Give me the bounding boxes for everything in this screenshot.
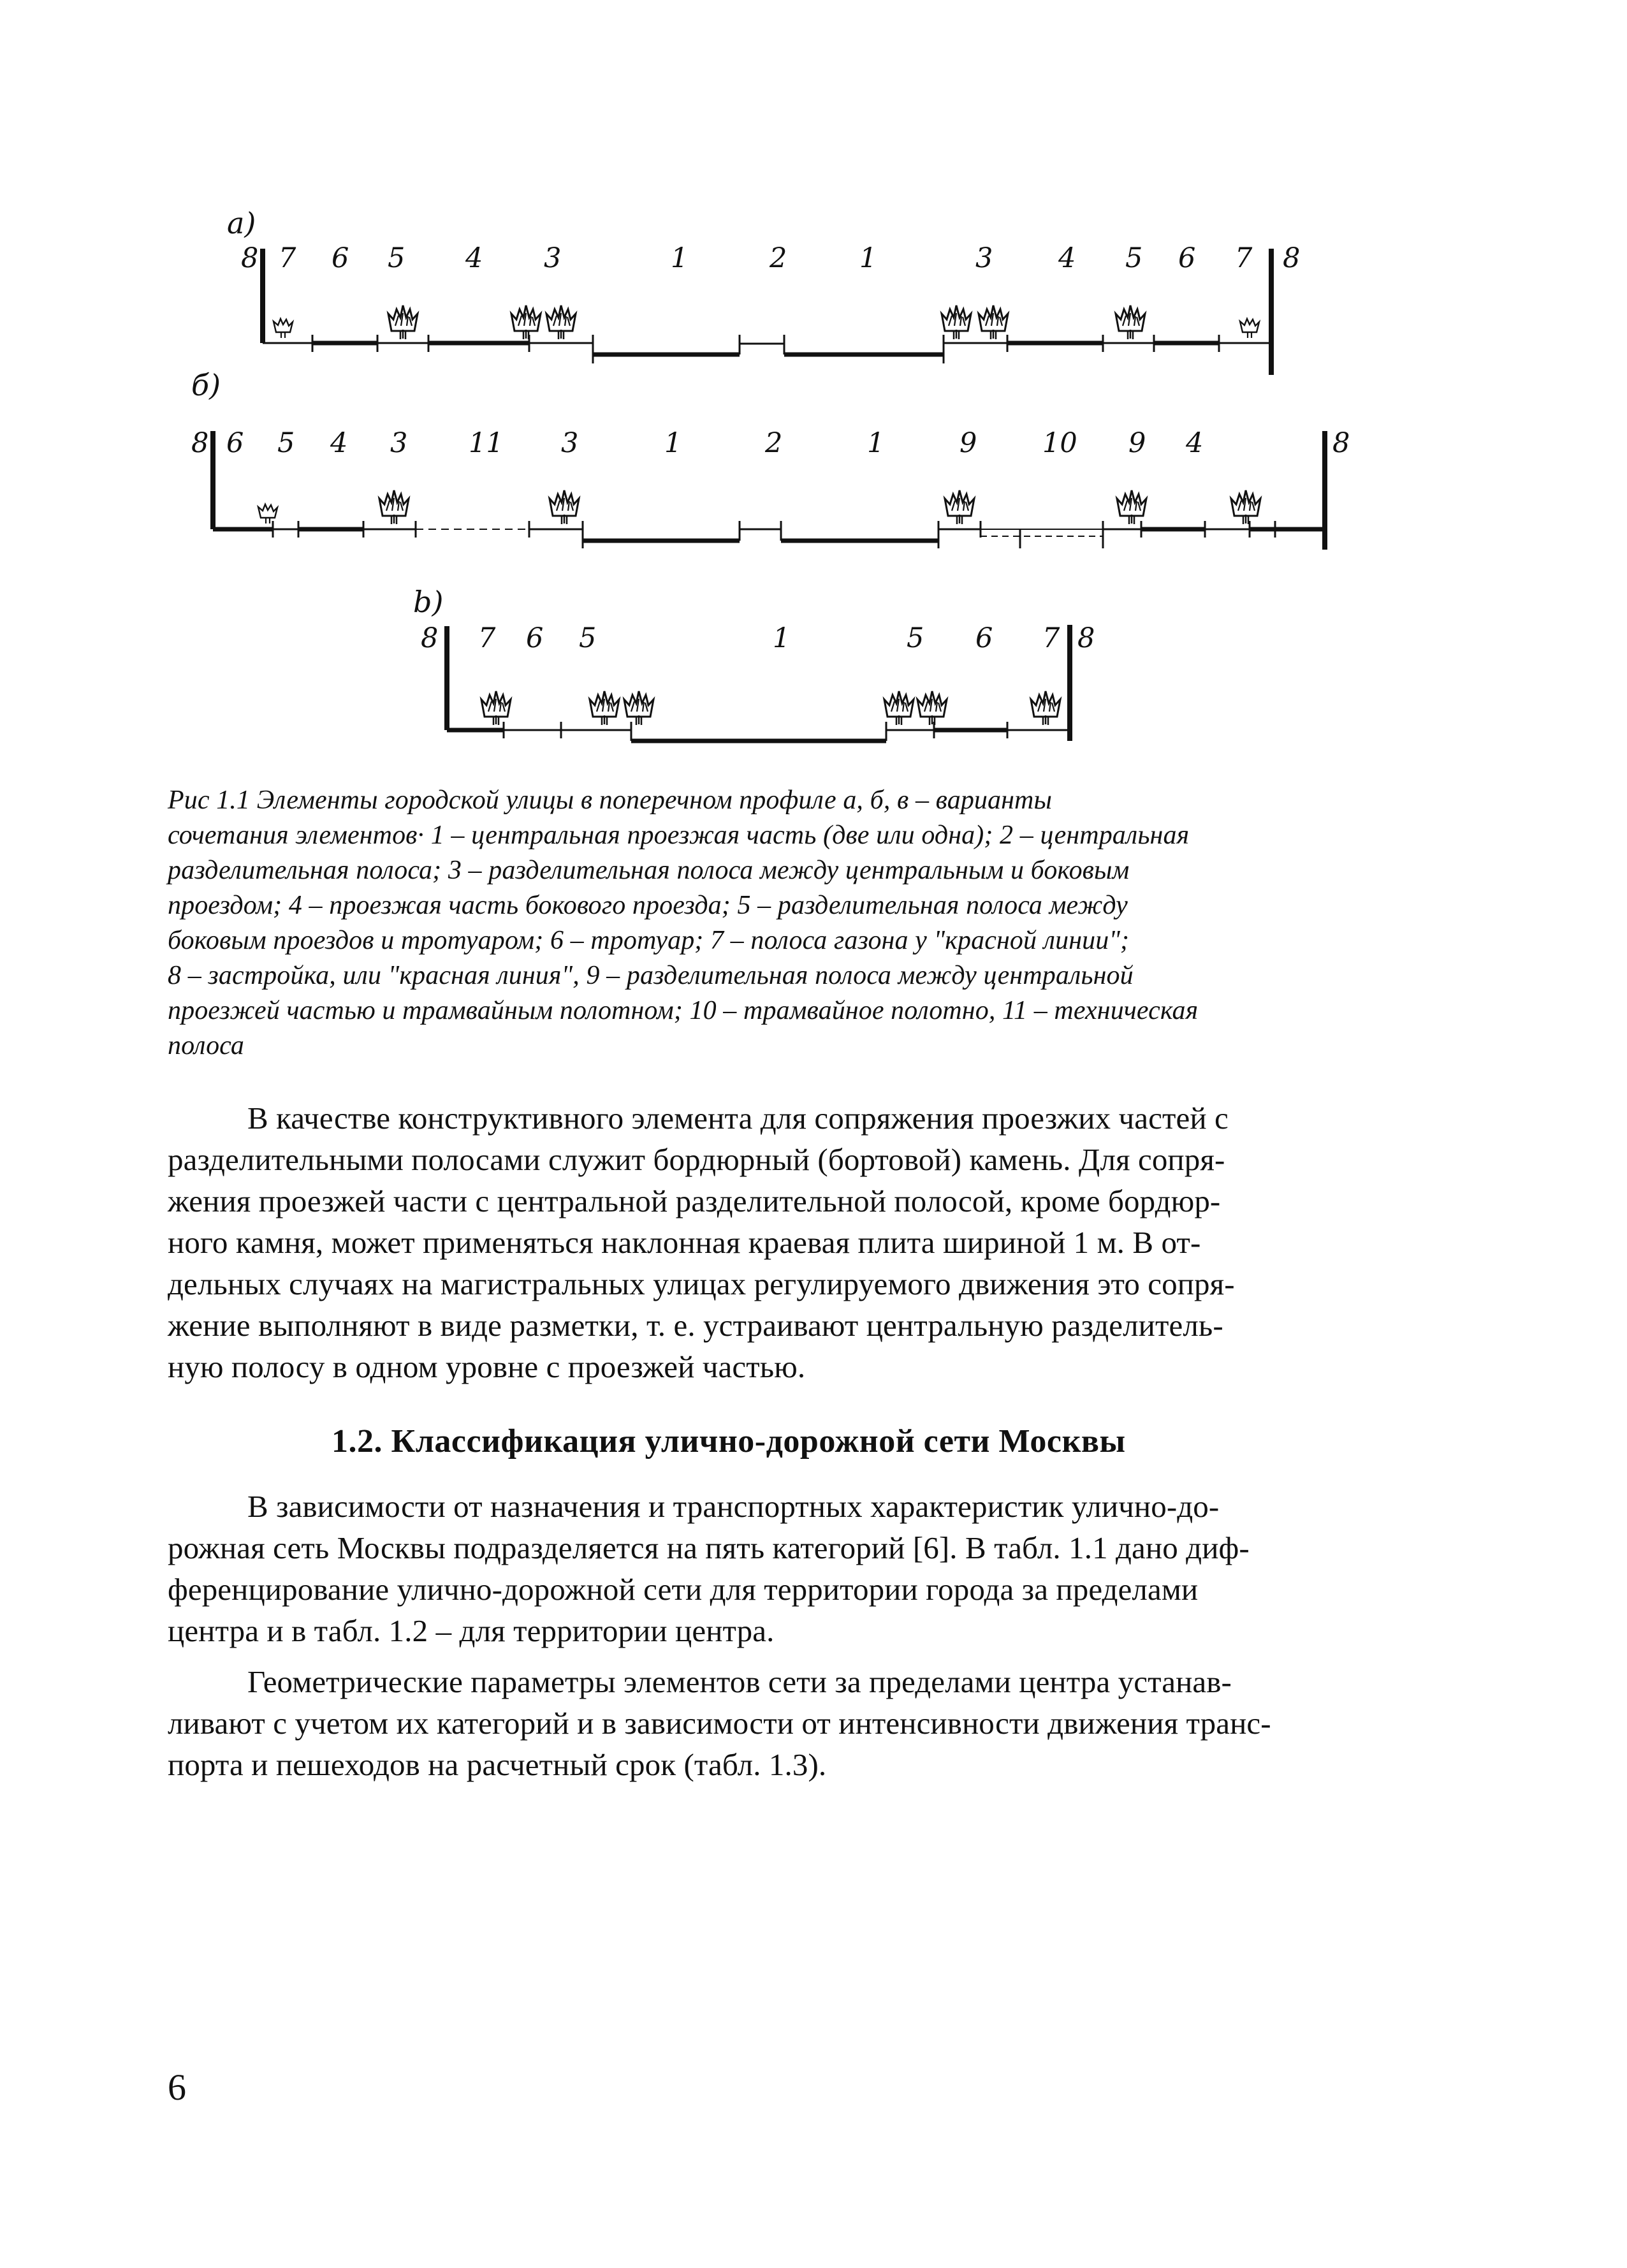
profile-b-labels [191, 427, 1350, 459]
profile-v-labels [421, 622, 1095, 654]
figure-caption [168, 783, 1356, 1064]
profile-b-label-5: 5 [277, 427, 295, 459]
profile-a-label-6-right: 6 [1178, 242, 1196, 274]
profile-a-street-line [263, 249, 1271, 375]
paragraph-line: В качестве конструктивного элемента для сопряжения проезжих частей с [247, 1101, 1229, 1136]
caption-line: 8 – застройка, или "красная линия", 9 – разделительная полоса между центральной [168, 961, 1134, 990]
profile-a-label-1-left: 1 [671, 242, 689, 274]
profile-a-label-5-left: 5 [388, 242, 405, 274]
profile-a-label-3-left: 3 [544, 242, 562, 274]
profile-b-label-10: 10 [1042, 427, 1077, 459]
profile-a-label-4-right: 4 [1058, 242, 1076, 274]
profile-b-label-4-right: 4 [1186, 427, 1204, 459]
paragraph-line: ную полосу в одном уровне с проезжей частью. [168, 1349, 806, 1384]
profile-a-label-6-left: 6 [332, 242, 349, 274]
paragraph-line: дельных случаях на магистральных улицах регулируемого движения это сопря- [168, 1266, 1235, 1301]
paragraph-geometry [168, 1661, 1356, 1785]
paragraph-line: жение выполняют в виде разметки, т. е. устраивают центральную разделитель- [168, 1308, 1223, 1343]
profile-a-labels [241, 242, 1300, 274]
paragraph-line: Геометрические параметры элементов сети за пределами центра устанав- [247, 1664, 1232, 1699]
profile-b-label-11: 11 [469, 427, 504, 459]
profile-a-label-8-left: 8 [241, 242, 259, 274]
profile-v-label-8-left: 8 [421, 622, 439, 654]
paragraph-line: разделительными полосами служит бордюрный (бортовой) камень. Для сопря- [168, 1142, 1225, 1177]
profile-b-label-8-left: 8 [191, 427, 209, 459]
caption-line: боковым проездов и тротуаром; 6 – тротуар; 7 – полоса газона у "красной линии"; [168, 926, 1130, 955]
paragraph-curb-stone [168, 1097, 1356, 1387]
section-title: 1.2. Классификация улично-дорожной сети Москвы [332, 1423, 1126, 1460]
paragraph-line: ливают с учетом их категорий и в зависимости от интенсивности движения транс- [168, 1706, 1271, 1741]
profile-a-label-1-right: 1 [859, 242, 877, 274]
profile-a-label-7-left: 7 [279, 242, 296, 274]
profile-v-label-8-right: 8 [1077, 622, 1095, 654]
profile-v-label-5-left: 5 [579, 622, 597, 654]
street-cross-section-diagram [191, 204, 1403, 778]
profile-a-label-8-right: 8 [1283, 242, 1301, 274]
profile-a-label-4-left: 4 [465, 242, 483, 274]
profile-b-label-1-left: 1 [664, 427, 682, 459]
caption-line: полоса [168, 1031, 244, 1060]
profile-v-label-6-right: 6 [975, 622, 993, 654]
caption-line: разделительная полоса; 3 – разделительная полоса между центральным и боковым [168, 856, 1130, 885]
paragraph-line: ного камня, может применяться наклонная краевая плита шириной 1 м. В от- [168, 1225, 1201, 1260]
page-number: 6 [168, 2067, 186, 2108]
profile-v-label-1: 1 [773, 622, 791, 654]
profile-b-label-3-left: 3 [390, 427, 408, 459]
profile-v-label-7-left: 7 [478, 622, 496, 654]
street-cross-section-figure [191, 204, 1403, 778]
paragraph-line: порта и пешеходов на расчетный срок (табл. 1.3). [168, 1747, 827, 1782]
profile-a-label-3-right: 3 [975, 242, 993, 274]
caption-line: сочетания элементов· 1 – центральная проезжая часть (две или одна); 2 – центральная [168, 821, 1190, 850]
profile-b-label-9-right: 9 [1128, 427, 1146, 459]
profile-a-label-5-right: 5 [1125, 242, 1143, 274]
profile-v-letter: b) [413, 585, 444, 619]
profile-a-label-2: 2 [770, 242, 787, 274]
profile-b-label-4-left: 4 [330, 427, 348, 459]
profile-v-label-5-right: 5 [907, 622, 924, 654]
profile-b-label-6: 6 [226, 427, 244, 459]
profile-v-label-6-left: 6 [526, 622, 544, 654]
profile-b-label-8-right: 8 [1332, 427, 1350, 459]
caption-line: проездом; 4 – проезжая часть бокового проезда; 5 – разделительная полоса между [168, 891, 1128, 920]
paragraph-line: жения проезжей части с центральной разделительной полосой, кроме бордюр- [168, 1183, 1221, 1218]
profile-a-letter: a) [227, 206, 256, 240]
paragraph-line: В зависимости от назначения и транспортных характеристик улично-до- [247, 1489, 1220, 1524]
profile-b-label-3-right: 3 [561, 427, 579, 459]
paragraph-line: рожная сеть Москвы подразделяется на пять категорий [6]. В табл. 1.1 дано диф- [168, 1530, 1250, 1565]
profile-a-trees [274, 305, 1259, 339]
profile-b-label-9-left: 9 [959, 427, 977, 459]
caption-line: проезжей частью и трамвайным полотном; 10 – трамвайное полотно, 11 – техническая [168, 996, 1199, 1025]
paragraph-line: центра и в табл. 1.2 – для территории центра. [168, 1613, 775, 1648]
caption-line: Рис 1.1 Элементы городской улицы в поперечном профиле а, б, в – варианты [168, 786, 1053, 815]
profile-a-label-7-right: 7 [1235, 242, 1253, 274]
profile-b-label-1-right: 1 [867, 427, 885, 459]
profile-b-label-2: 2 [765, 427, 783, 459]
profile-v-trees [481, 691, 1060, 725]
profile-v-label-7-right: 7 [1042, 622, 1060, 654]
paragraph-categories [168, 1486, 1356, 1651]
profile-b-letter: б) [191, 368, 221, 402]
paragraph-line: ференцирование улично-дорожной сети для территории города за пределами [168, 1572, 1199, 1607]
profile-b-trees [258, 490, 1260, 524]
